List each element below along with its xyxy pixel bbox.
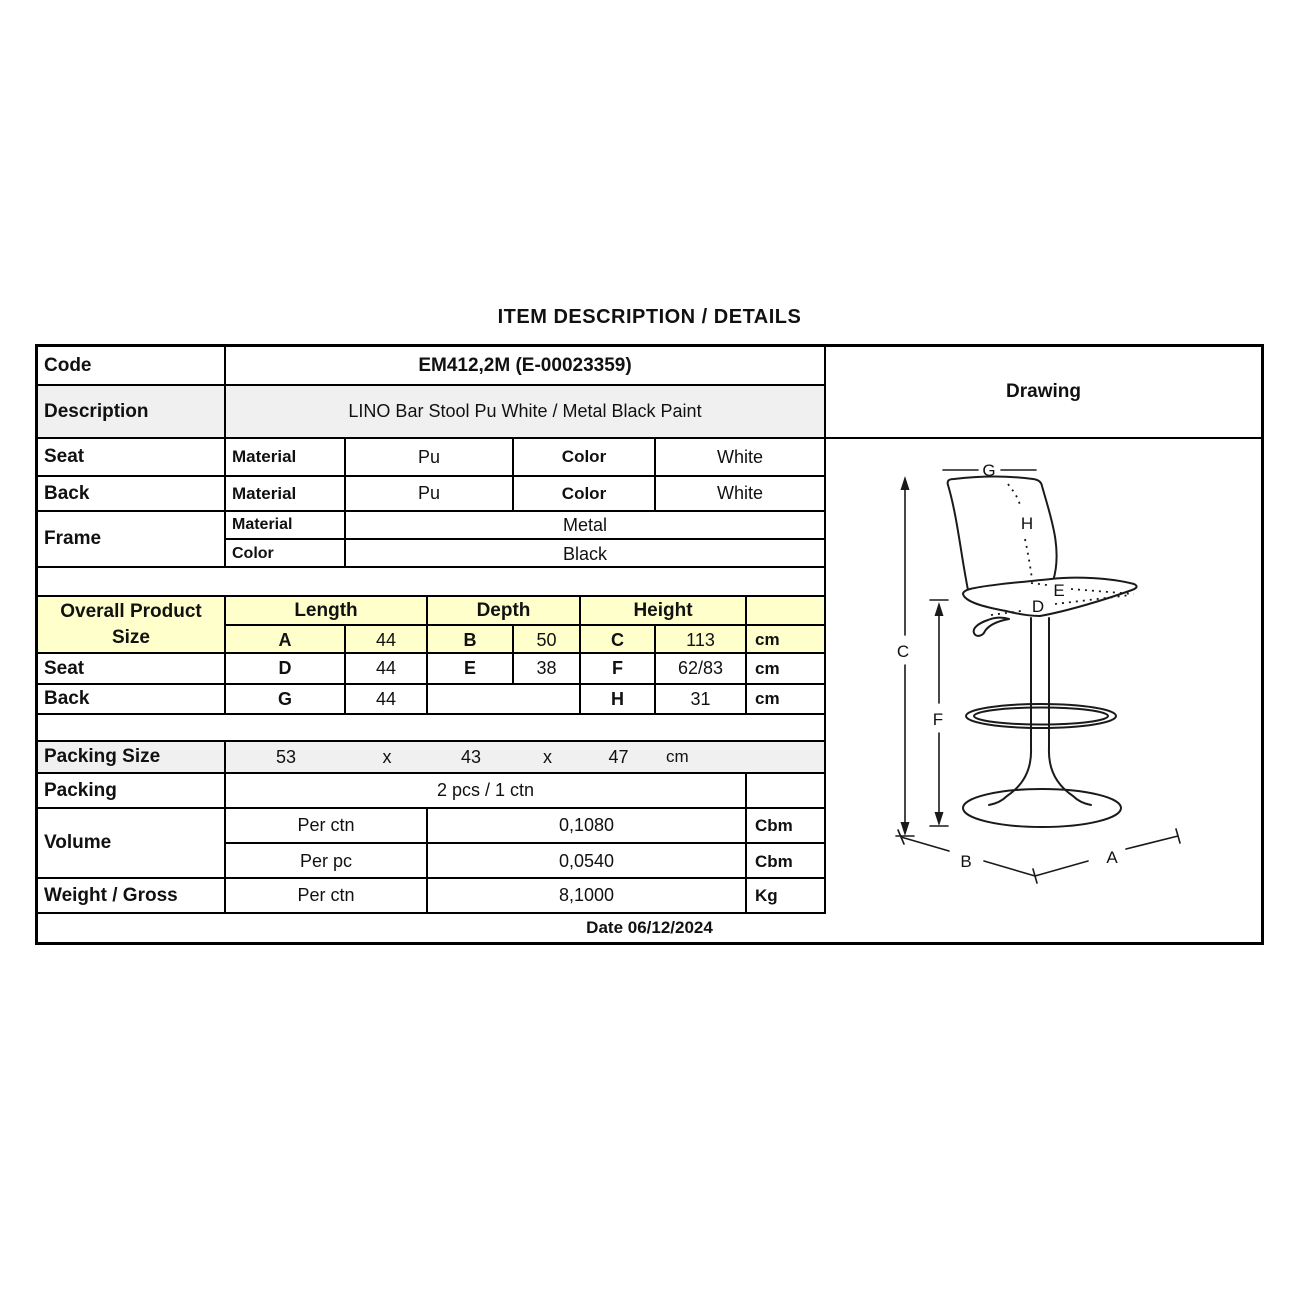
- frame-color-row: [226, 540, 824, 568]
- volume-stack: [226, 809, 824, 877]
- spacer-row: [38, 715, 824, 742]
- back-size-unit: cm: [755, 689, 780, 708]
- dim-g-key: G: [226, 685, 346, 713]
- back-size-empty-cell: [428, 685, 581, 713]
- volume-per-pc-row: [226, 844, 824, 879]
- packing-value: 2 pcs / 1 ctn: [226, 774, 747, 807]
- dim-f-key: F: [581, 654, 656, 683]
- description-row: [38, 386, 824, 439]
- seat-material-value: Pu: [346, 439, 514, 475]
- frame-color-key: Color: [226, 540, 346, 568]
- drawing-title: Drawing: [826, 347, 1261, 439]
- volume-per-pc-label: Per pc: [226, 844, 428, 879]
- dim-label-b: B: [960, 852, 972, 871]
- dim-b-key: B: [428, 626, 514, 654]
- volume-per-ctn-label: Per ctn: [226, 809, 428, 842]
- weight-row: [38, 879, 824, 914]
- overall-size-label-line1: Overall Product: [60, 600, 202, 622]
- description-label: Description: [38, 386, 226, 437]
- dim-a-value: 44: [346, 626, 428, 654]
- details-table: [38, 347, 824, 914]
- seat-color-key: Color: [514, 439, 656, 475]
- dim-label-h: H: [1020, 514, 1034, 533]
- size-dimension-header-row: [226, 597, 824, 626]
- seat-color-value: White: [716, 446, 763, 467]
- packing-size-depth: 43: [460, 746, 482, 767]
- packing-empty-cell: [747, 774, 824, 807]
- seat-size-row: [38, 654, 824, 685]
- dim-label-f: F: [932, 710, 944, 729]
- page-title: ITEM DESCRIPTION / DETAILS: [497, 306, 802, 328]
- seat-material-row: [38, 439, 824, 477]
- back-material-key: Material: [226, 477, 346, 510]
- spec-table: [35, 344, 1264, 945]
- dim-label-c: C: [896, 642, 910, 661]
- date-value: Date 06/12/2024: [586, 918, 713, 937]
- back-label: Back: [38, 477, 226, 510]
- table-body: [38, 347, 1261, 914]
- description-value: LINO Bar Stool Pu White / Metal Black Paint: [348, 401, 702, 421]
- code-value: EM412,2M (E-00023359): [418, 354, 632, 376]
- code-label: Code: [38, 347, 226, 384]
- dim-e-value: 38: [514, 654, 581, 683]
- frame-rows: [38, 512, 824, 568]
- volume-rows: [38, 809, 824, 879]
- packing-row: [38, 774, 824, 809]
- dim-b-value: 50: [514, 626, 581, 654]
- volume-label: Volume: [38, 809, 226, 877]
- weight-per-label: Per ctn: [226, 879, 428, 912]
- dim-f-value: 62/83: [656, 654, 747, 683]
- dim-d-value: 44: [346, 654, 428, 683]
- size-header-empty-cell: [747, 597, 824, 624]
- length-header: Length: [226, 597, 428, 624]
- dim-h-value: 31: [656, 685, 747, 713]
- packing-size-length: 53: [275, 746, 297, 767]
- drawing-area: [826, 439, 1261, 912]
- dim-h-key: H: [581, 685, 656, 713]
- overall-size-values-row: [226, 626, 824, 654]
- dim-label-g: G: [982, 461, 996, 480]
- back-color-value: White: [716, 483, 763, 503]
- dim-label-e: E: [1053, 581, 1065, 600]
- packing-size-x1: x: [382, 746, 392, 767]
- dim-c-value: 113: [656, 626, 747, 654]
- back-material-row: [38, 477, 824, 512]
- packing-size-x2: x: [543, 746, 552, 767]
- size-header-rows: [38, 597, 824, 654]
- date-row: [38, 914, 1261, 942]
- overall-size-label-line2: Size: [111, 626, 151, 648]
- volume-per-ctn-value: 0,1080: [428, 809, 747, 842]
- seat-size-label: Seat: [38, 654, 226, 683]
- seat-label: Seat: [38, 439, 226, 475]
- back-size-row: [38, 685, 824, 715]
- stool-drawing: [826, 439, 1261, 912]
- packing-label: Packing: [38, 774, 226, 807]
- frame-material-key: Material: [226, 512, 346, 538]
- weight-value: 8,1000: [428, 879, 747, 912]
- packing-size-row: [38, 742, 824, 774]
- dim-label-a: A: [1106, 848, 1118, 867]
- packing-size-unit: cm: [666, 747, 689, 766]
- depth-header: Depth: [428, 597, 581, 624]
- dim-label-d: D: [1031, 597, 1045, 616]
- frame-material-value: Metal: [562, 514, 607, 535]
- dim-c-key: C: [581, 626, 656, 654]
- back-size-label: Back: [38, 685, 226, 713]
- volume-per-ctn-row: [226, 809, 824, 844]
- dim-e-key: E: [428, 654, 514, 683]
- dim-g-value: 44: [346, 685, 428, 713]
- volume-per-pc-value: 0,0540: [428, 844, 747, 879]
- frame-material-row: [226, 512, 824, 540]
- weight-label: Weight / Gross: [38, 879, 226, 912]
- volume-per-pc-unit: Cbm: [755, 851, 793, 871]
- weight-unit: Kg: [755, 885, 778, 905]
- packing-size-height: 47: [608, 746, 629, 767]
- frame-stack: [226, 512, 824, 566]
- overall-unit: cm: [755, 630, 780, 649]
- dim-d-key: D: [226, 654, 346, 683]
- frame-color-value: Black: [562, 543, 607, 564]
- back-material-value: Pu: [346, 477, 514, 510]
- volume-per-ctn-unit: Cbm: [755, 815, 793, 835]
- overall-size-label: [38, 597, 226, 652]
- dim-a-key: A: [226, 626, 346, 654]
- drawing-column: [824, 347, 1261, 914]
- size-header-stack: [226, 597, 824, 652]
- height-header: Height: [581, 597, 747, 624]
- packing-size-label: Packing Size: [38, 742, 226, 772]
- code-row: [38, 347, 824, 386]
- frame-label: Frame: [38, 512, 226, 566]
- seat-material-key: Material: [226, 439, 346, 475]
- spacer-row: [38, 568, 824, 597]
- back-color-key: Color: [514, 477, 656, 510]
- seat-size-unit: cm: [755, 658, 780, 678]
